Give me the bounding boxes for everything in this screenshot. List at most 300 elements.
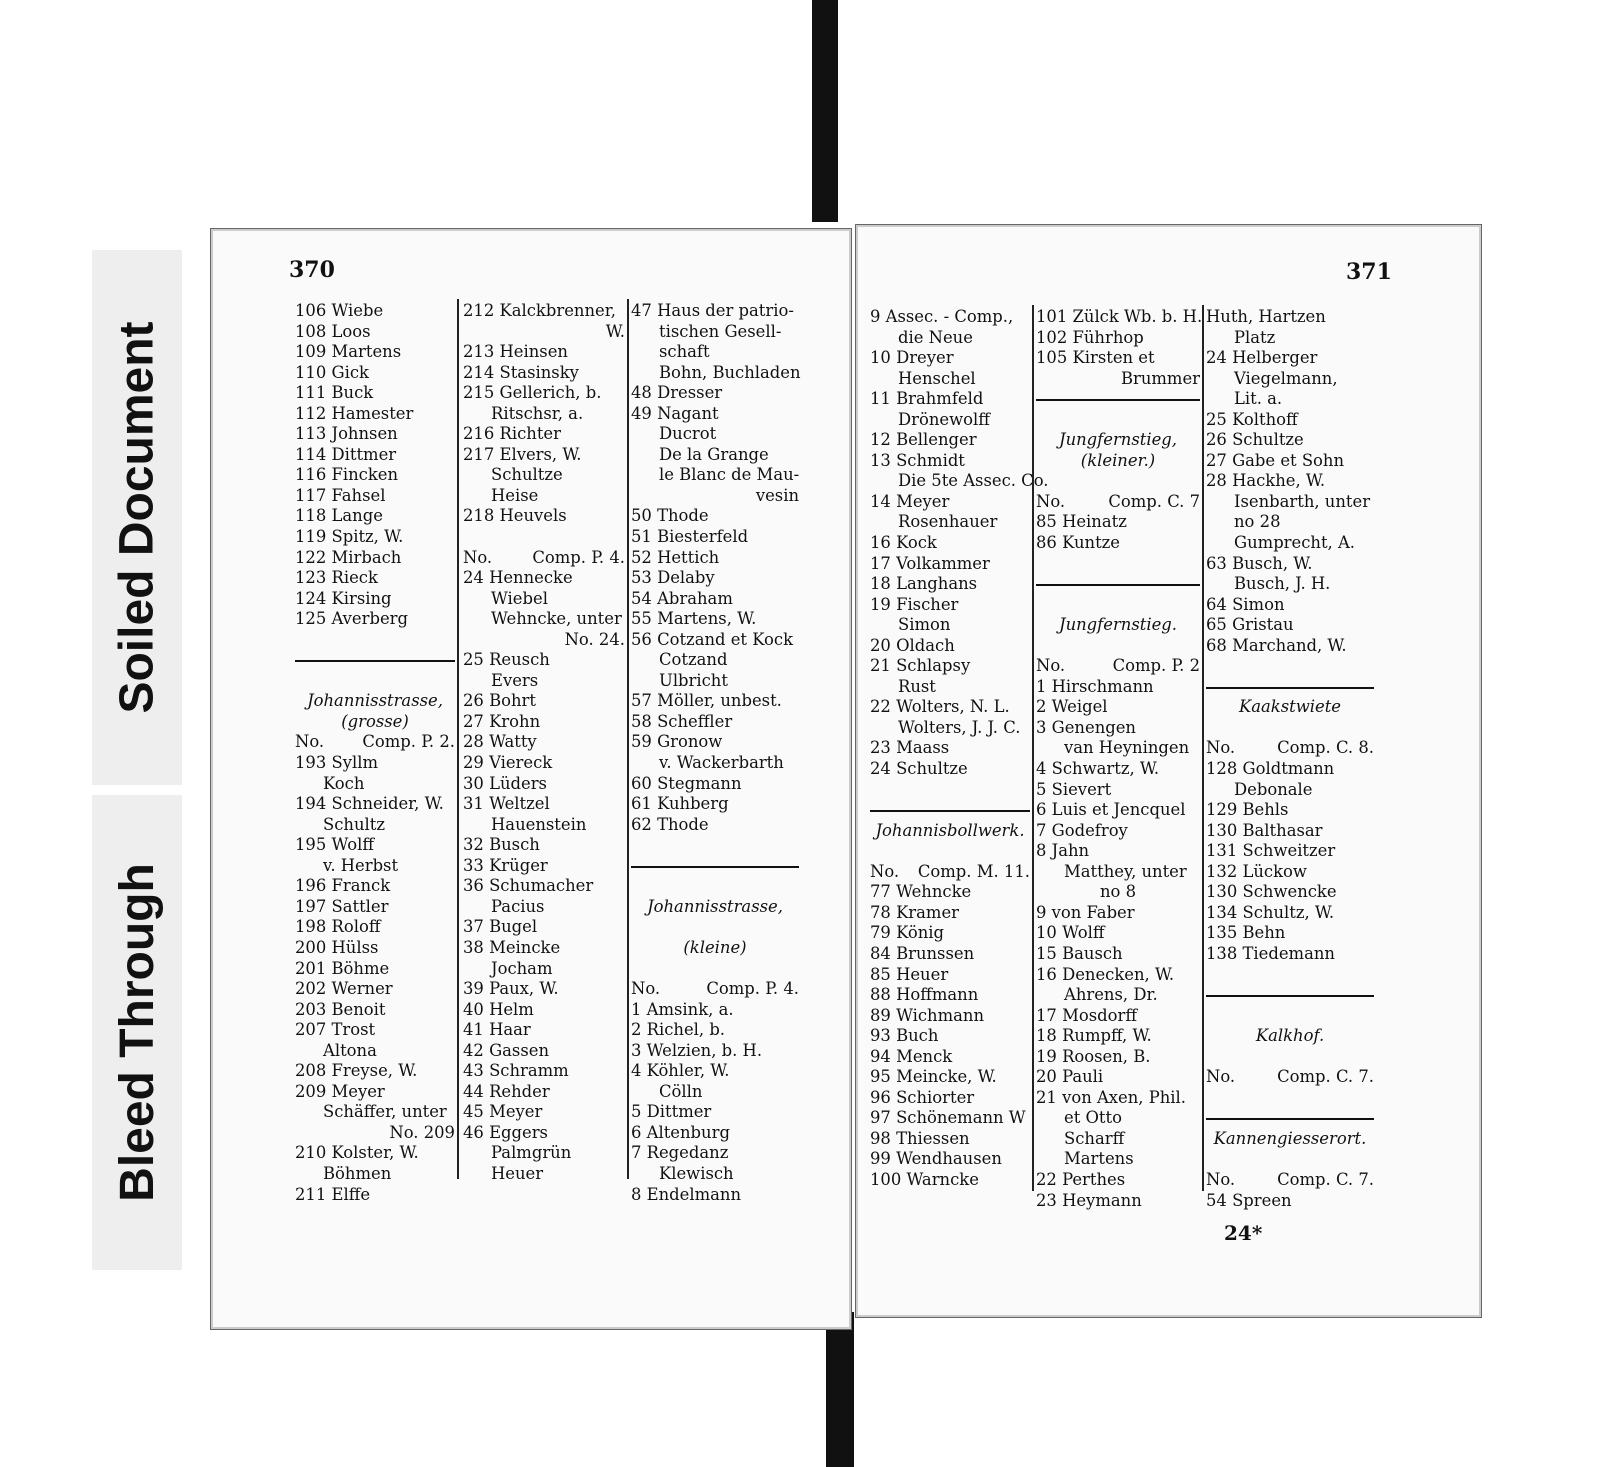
directory-entry: Ritschsr, a. [491, 403, 584, 423]
directory-entry: 130 Schwencke [1206, 882, 1337, 902]
directory-entry: Lit. a. [1234, 389, 1283, 409]
directory-entry: 196 Franck [295, 876, 391, 896]
header-no: No. [1206, 1067, 1236, 1087]
directory-entry: 51 Biesterfeld [631, 527, 749, 547]
directory-entry: no 8 [1099, 882, 1137, 902]
directory-entry: 22 Wolters, N. L. [870, 697, 1010, 717]
directory-entry: 10 Wolff [1036, 923, 1105, 943]
directory-entry: 108 Loos [295, 321, 371, 341]
directory-entry: 61 Kuhberg [631, 794, 729, 814]
directory-entry: 119 Spitz, W. [295, 527, 404, 547]
directory-entry: 208 Freyse, W. [295, 1061, 418, 1081]
right-column-2 [1036, 307, 1203, 1211]
directory-entry: 77 Wehncke [870, 882, 972, 902]
spine-shadow-top [812, 0, 838, 222]
directory-entry: 9 Assec. - Comp., [870, 307, 1014, 326]
directory-entry: Matthey, unter [1064, 861, 1187, 881]
directory-entry: 207 Trost [295, 1020, 376, 1040]
directory-entry: 102 Führhop [1036, 327, 1144, 347]
directory-entry: 122 Mirbach [295, 547, 402, 567]
directory-entry: 5 Dittmer [631, 1102, 712, 1122]
street-heading: Jungfernstieg, [1059, 430, 1177, 450]
directory-entry: 88 Hoffmann [870, 985, 979, 1005]
directory-entry: 105 Kirsten et [1036, 348, 1155, 368]
directory-entry: 111 Buck [295, 383, 374, 403]
directory-entry: 37 Bugel [463, 917, 538, 937]
directory-entry: 99 Wendhausen [870, 1149, 1002, 1169]
directory-entry: 18 Langhans [870, 574, 978, 594]
directory-entry: le Blanc de Mau- [659, 465, 800, 485]
directory-entry: Platz [1234, 327, 1276, 347]
directory-entry: 216 Richter [463, 424, 561, 444]
section-rule [631, 856, 799, 877]
street-heading: (grosse) [341, 711, 409, 731]
page-number-left: 370 [289, 257, 335, 283]
directory-entry: 211 Elffe [295, 1184, 371, 1204]
directory-entry: schaft [659, 342, 710, 362]
directory-entry: Rosenhauer [898, 512, 998, 532]
spacer [1206, 1006, 1374, 1027]
spacer [631, 959, 799, 980]
directory-entry: vesin [755, 485, 799, 505]
header-no: No. [1206, 738, 1236, 758]
directory-entry: Henschel [898, 368, 976, 388]
right-column-1 [870, 307, 1049, 1191]
section-rule [870, 800, 1030, 821]
directory-entry: 27 Gabe et Sohn [1206, 450, 1345, 470]
directory-entry: 43 Schramm [463, 1061, 569, 1081]
directory-entry: Isenbarth, unter [1234, 491, 1371, 511]
directory-entry: 47 Haus der patrio- [631, 301, 794, 320]
directory-entry: Hauenstein [491, 814, 587, 834]
header-comp: Comp. P. 4. [706, 979, 799, 999]
directory-entry: Pacius [491, 896, 545, 916]
spacer [1036, 471, 1200, 492]
directory-entry: 4 Köhler, W. [631, 1061, 730, 1081]
directory-entry: 56 Cotzand et Kock [631, 629, 794, 649]
directory-entry: 209 Meyer [295, 1081, 385, 1101]
directory-entry: 3 Genengen [1036, 717, 1136, 737]
section-header-row [1036, 656, 1200, 677]
directory-entry: 194 Schneider, W. [295, 794, 444, 814]
directory-entry: 49 Nagant [631, 403, 719, 423]
signature-mark: 24* [1224, 1221, 1263, 1245]
header-comp: Comp. P. 2. [362, 732, 455, 752]
street-heading: Johannisstrasse, [307, 691, 443, 711]
directory-entry: 19 Roosen, B. [1036, 1046, 1151, 1066]
directory-entry: 197 Sattler [295, 896, 389, 916]
directory-entry: 128 Goldtmann [1206, 759, 1335, 779]
section-header-row [463, 548, 625, 569]
directory-entry: Drönewolff [898, 409, 990, 429]
directory-entry: 4 Schwartz, W. [1036, 759, 1160, 779]
spacer [1206, 1149, 1374, 1170]
spacer [1206, 1047, 1374, 1068]
directory-entry: Huth, Hartzen [1206, 307, 1326, 326]
section-rule [295, 650, 455, 671]
directory-entry: Evers [491, 670, 539, 690]
directory-entry: 18 Rumpff, W. [1036, 1026, 1152, 1046]
directory-entry: 17 Volkammer [870, 553, 990, 573]
section-header-row [1206, 1067, 1374, 1088]
directory-entry: 26 Bohrt [463, 691, 536, 711]
directory-entry: 20 Oldach [870, 635, 955, 655]
spacer [1036, 410, 1200, 431]
street-heading: (kleiner.) [1080, 450, 1156, 470]
directory-entry: 109 Martens [295, 342, 402, 362]
header-comp: Comp. P. 2 [1112, 656, 1200, 676]
directory-entry: 5 Sievert [1036, 779, 1112, 799]
directory-entry: 3 Welzien, b. H. [631, 1040, 763, 1060]
directory-entry: 7 Regedanz [631, 1143, 729, 1163]
directory-entry: 8 Endelmann [631, 1184, 742, 1204]
directory-entry: 15 Bausch [1036, 943, 1123, 963]
spacer [1036, 554, 1200, 575]
directory-entry: 135 Behn [1206, 923, 1286, 943]
directory-entry: Ulbricht [659, 670, 728, 690]
spacer [463, 527, 625, 548]
directory-entry: W. [605, 321, 625, 341]
directory-entry: 202 Werner [295, 979, 393, 999]
directory-entry: Viegelmann, [1234, 368, 1338, 388]
column-divider [1202, 305, 1204, 1191]
spacer [631, 876, 799, 897]
directory-entry: 193 Syllm [295, 753, 379, 773]
directory-entry: 9 von Faber [1036, 902, 1135, 922]
directory-entry: 23 Heymann [1036, 1190, 1142, 1210]
directory-entry: 106 Wiebe [295, 301, 384, 320]
header-comp: Comp. C. 7 [1108, 491, 1200, 511]
directory-entry: 25 Reusch [463, 650, 550, 670]
directory-entry: 1 Amsink, a. [631, 999, 734, 1019]
directory-entry: 45 Meyer [463, 1102, 543, 1122]
directory-entry: Altona [323, 1040, 377, 1060]
directory-entry: Wehncke, unter [491, 609, 622, 629]
directory-entry: 39 Paux, W. [463, 979, 559, 999]
directory-entry: Ahrens, Dr. [1064, 985, 1158, 1005]
directory-entry: 100 Warncke [870, 1169, 979, 1189]
street-heading: Jungfernstieg. [1059, 615, 1177, 635]
spacer [631, 835, 799, 856]
directory-entry: 13 Schmidt [870, 450, 965, 470]
directory-entry: 12 Bellenger [870, 430, 977, 450]
street-heading: (kleine) [683, 937, 747, 957]
bleed-through-text: Bleed Through [110, 863, 164, 1202]
section-rule [1206, 985, 1374, 1006]
directory-entry: 50 Thode [631, 506, 709, 526]
spacer [1206, 656, 1374, 677]
directory-entry: 36 Schumacher [463, 876, 594, 896]
header-no: No. [631, 979, 661, 999]
directory-entry: 28 Watty [463, 732, 537, 752]
directory-entry: 20 Pauli [1036, 1067, 1104, 1087]
directory-entry: 11 Brahmfeld [870, 389, 984, 409]
header-comp: Comp. C. 7. [1277, 1169, 1374, 1189]
directory-entry: Bohn, Buchladen [659, 362, 801, 382]
soiled-document-label [92, 250, 182, 785]
directory-entry: 89 Wichmann [870, 1005, 985, 1025]
directory-entry: 210 Kolster, W. [295, 1143, 419, 1163]
directory-entry: No. 24. [564, 629, 625, 649]
directory-entry: et Otto [1064, 1108, 1122, 1128]
directory-entry: 23 Maass [870, 738, 950, 758]
column-divider [457, 299, 459, 1179]
directory-entry: 86 Kuntze [1036, 533, 1120, 553]
section-header-row [870, 862, 1030, 883]
section-header-row [631, 979, 799, 1000]
right-page [855, 224, 1482, 1318]
directory-entry: 85 Heuer [870, 964, 949, 984]
directory-entry: 215 Gellerich, b. [463, 383, 602, 403]
directory-entry: 54 Abraham [631, 588, 733, 608]
directory-entry: 26 Schultze [1206, 430, 1304, 450]
directory-entry: 25 Kolthoff [1206, 409, 1298, 429]
header-no: No. [295, 732, 325, 752]
directory-entry: 112 Hamester [295, 403, 414, 423]
header-comp: Comp. P. 4. [532, 547, 625, 567]
directory-entry: Böhmen [323, 1163, 392, 1183]
directory-entry: no 28 [1234, 512, 1281, 532]
directory-entry: 124 Kirsing [295, 588, 392, 608]
directory-entry: 203 Benoit [295, 999, 386, 1019]
directory-entry: Schultz [323, 814, 385, 834]
directory-entry: Klewisch [659, 1163, 734, 1183]
header-no: No. [463, 547, 493, 567]
directory-entry: 33 Krüger [463, 855, 548, 875]
directory-entry: 101 Zülck Wb. b. H. [1036, 307, 1203, 326]
spacer [295, 671, 455, 692]
street-heading: Johannisstrasse, [647, 896, 783, 916]
directory-entry: 94 Menck [870, 1046, 953, 1066]
directory-entry: Busch, J. H. [1234, 574, 1331, 594]
directory-entry: 123 Rieck [295, 568, 378, 588]
spacer [1206, 718, 1374, 739]
directory-entry: Rust [898, 676, 936, 696]
directory-entry: 98 Thiessen [870, 1128, 970, 1148]
spacer [295, 630, 455, 651]
right-column-3 [1206, 307, 1374, 1211]
directory-entry: 30 Lüders [463, 773, 547, 793]
column-divider [1032, 305, 1034, 1191]
page-number-right: 371 [1346, 259, 1392, 285]
directory-entry: 2 Richel, b. [631, 1020, 726, 1040]
directory-entry: 97 Schönemann W [870, 1108, 1026, 1128]
directory-entry: 1 Hirschmann [1036, 676, 1154, 696]
directory-entry: 31 Weltzel [463, 794, 550, 814]
spine-shadow-bottom [826, 1312, 854, 1467]
directory-entry: 116 Fincken [295, 465, 399, 485]
directory-entry: 57 Möller, unbest. [631, 691, 782, 711]
directory-entry: 7 Godefroy [1036, 820, 1128, 840]
directory-entry: 46 Eggers [463, 1122, 548, 1142]
section-rule [1206, 677, 1374, 698]
directory-entry: 2 Weigel [1036, 697, 1108, 717]
directory-entry: Martens [1064, 1149, 1134, 1169]
directory-entry: 21 Schlapsy [870, 656, 971, 676]
directory-entry: Jocham [491, 958, 553, 978]
directory-entry: 58 Scheffler [631, 711, 733, 731]
section-header-row [1206, 1170, 1374, 1191]
section-rule [1036, 574, 1200, 595]
directory-entry: 134 Schultz, W. [1206, 902, 1335, 922]
directory-entry: 212 Kalckbrenner, [463, 301, 616, 320]
spacer [870, 780, 1030, 801]
directory-entry: Koch [323, 773, 365, 793]
directory-entry: 55 Martens, W. [631, 609, 757, 629]
spacer [870, 841, 1030, 862]
directory-entry: 68 Marchand, W. [1206, 635, 1347, 655]
directory-entry: 16 Denecken, W. [1036, 964, 1175, 984]
soiled-document-text: Soiled Document [110, 321, 164, 714]
directory-entry: v. Wackerbarth [659, 753, 784, 773]
directory-entry: 24 Hennecke [463, 568, 573, 588]
directory-entry: 60 Stegmann [631, 773, 742, 793]
directory-entry: 125 Averberg [295, 609, 408, 629]
directory-entry: 132 Lückow [1206, 861, 1307, 881]
directory-entry: No. 209 [389, 1122, 455, 1142]
directory-entry: 79 König [870, 923, 945, 943]
directory-entry: Wolters, J. J. C. [898, 717, 1021, 737]
section-header-row [1206, 738, 1374, 759]
directory-entry: 22 Perthes [1036, 1169, 1126, 1189]
column-divider [627, 299, 629, 1179]
header-no: No. [1036, 491, 1066, 511]
directory-entry: 213 Heinsen [463, 342, 568, 362]
directory-entry: 65 Gristau [1206, 615, 1294, 635]
directory-entry: 110 Gick [295, 362, 369, 382]
section-rule [1206, 1108, 1374, 1129]
spacer [1036, 595, 1200, 616]
spacer [1036, 636, 1200, 657]
left-page [210, 228, 852, 1330]
directory-entry: 198 Roloff [295, 917, 381, 937]
directory-entry: 129 Behls [1206, 800, 1289, 820]
directory-entry: De la Grange [659, 444, 769, 464]
directory-entry: 130 Balthasar [1206, 820, 1323, 840]
directory-entry: 38 Meincke [463, 937, 561, 957]
directory-entry: Ducrot [659, 424, 717, 444]
directory-entry: Heuer [491, 1163, 544, 1183]
directory-entry: 19 Fischer [870, 594, 959, 614]
header-no: No. [1206, 1169, 1236, 1189]
directory-entry: 8 Jahn [1036, 841, 1090, 861]
directory-entry: 17 Mosdorff [1036, 1005, 1137, 1025]
directory-entry: 218 Heuvels [463, 506, 567, 526]
directory-entry: 64 Simon [1206, 594, 1285, 614]
spacer [631, 917, 799, 938]
directory-entry: 6 Luis et Jencquel [1036, 800, 1186, 820]
directory-entry: tischen Gesell- [659, 321, 782, 341]
directory-entry: van Heyningen [1064, 738, 1190, 758]
directory-entry: 84 Brunssen [870, 943, 975, 963]
header-no: No. [870, 861, 900, 881]
street-heading: Kalkhof. [1255, 1026, 1325, 1046]
directory-entry: 62 Thode [631, 814, 709, 834]
header-comp: Comp. C. 8. [1277, 738, 1374, 758]
directory-entry: 24 Schultze [870, 759, 968, 779]
header-no: No. [1036, 656, 1066, 676]
directory-entry: 48 Dresser [631, 383, 723, 403]
directory-entry: 32 Busch [463, 835, 540, 855]
directory-entry: Debonale [1234, 779, 1313, 799]
section-rule [1036, 389, 1200, 410]
directory-entry: Simon [898, 615, 951, 635]
directory-entry: 93 Buch [870, 1026, 939, 1046]
header-comp: Comp. M. 11. [917, 861, 1030, 881]
directory-entry: Scharff [1064, 1128, 1125, 1148]
directory-entry: 131 Schweitzer [1206, 841, 1336, 861]
directory-entry: 59 Gronow [631, 732, 723, 752]
directory-entry: 42 Gassen [463, 1040, 550, 1060]
directory-entry: 63 Busch, W. [1206, 553, 1313, 573]
directory-entry: 21 von Axen, Phil. [1036, 1087, 1186, 1107]
directory-entry: 114 Dittmer [295, 444, 397, 464]
spacer [1206, 965, 1374, 986]
directory-entry: Gumprecht, A. [1234, 533, 1356, 553]
directory-entry: Cölln [659, 1081, 703, 1101]
directory-entry: 85 Heinatz [1036, 512, 1127, 532]
directory-entry: Cotzand [659, 650, 728, 670]
directory-entry: 118 Lange [295, 506, 383, 526]
directory-entry: die Neue [898, 327, 973, 347]
directory-entry: 200 Hülss [295, 937, 379, 957]
directory-entry: 138 Tiedemann [1206, 943, 1335, 963]
directory-entry: 52 Hettich [631, 547, 720, 567]
directory-entry: 44 Rehder [463, 1081, 550, 1101]
directory-entry: 16 Kock [870, 533, 937, 553]
left-column-3 [631, 301, 799, 1205]
directory-entry: 217 Elvers, W. [463, 444, 582, 464]
bleed-through-label [92, 795, 182, 1270]
street-heading: Kannengiesserort. [1213, 1128, 1367, 1148]
directory-entry: Schäffer, unter [323, 1102, 447, 1122]
street-heading: Kaakstwiete [1239, 697, 1341, 717]
directory-entry: 201 Böhme [295, 958, 390, 978]
directory-entry: 14 Meyer [870, 491, 950, 511]
directory-entry: 95 Meincke, W. [870, 1067, 997, 1087]
header-comp: Comp. C. 7. [1277, 1067, 1374, 1087]
spacer [1206, 1088, 1374, 1109]
directory-entry: 78 Kramer [870, 902, 959, 922]
directory-entry: 195 Wolff [295, 835, 374, 855]
directory-entry: 117 Fahsel [295, 485, 386, 505]
street-heading: Johannisbollwerk. [875, 820, 1025, 840]
directory-entry: 54 Spreen [1206, 1190, 1292, 1210]
left-column-1 [295, 301, 455, 1205]
directory-entry: 40 Helm [463, 999, 534, 1019]
directory-entry: Brummer [1120, 368, 1200, 388]
left-column-2 [463, 301, 625, 1185]
directory-entry: 29 Viereck [463, 753, 553, 773]
directory-entry: 28 Hackhe, W. [1206, 471, 1326, 491]
directory-entry: 10 Dreyer [870, 348, 954, 368]
directory-entry: 214 Stasinsky [463, 362, 579, 382]
directory-entry: Palmgrün [491, 1143, 572, 1163]
directory-entry: Wiebel [491, 588, 548, 608]
section-header-row [295, 732, 455, 753]
directory-entry: 96 Schiorter [870, 1087, 975, 1107]
directory-entry: Heise [491, 485, 539, 505]
directory-entry: v. Herbst [323, 855, 399, 875]
directory-entry: Die 5te Assec. Co. [898, 471, 1049, 491]
directory-entry: 24 Helberger [1206, 348, 1318, 368]
directory-entry: Schultze [491, 465, 563, 485]
section-header-row [1036, 492, 1200, 513]
directory-entry: 41 Haar [463, 1020, 531, 1040]
directory-entry: 53 Delaby [631, 568, 715, 588]
directory-entry: 113 Johnsen [295, 424, 398, 444]
directory-entry: 6 Altenburg [631, 1122, 730, 1142]
